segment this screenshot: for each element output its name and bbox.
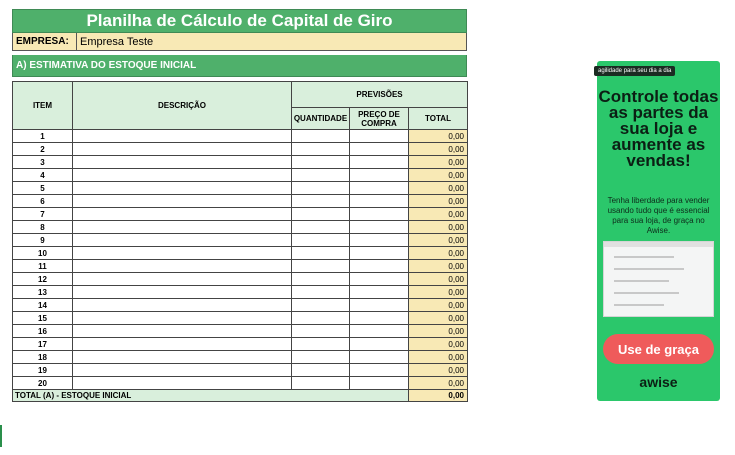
quantity-cell[interactable] — [292, 260, 350, 273]
header-previsoes: PREVISÕES — [292, 82, 468, 108]
description-cell[interactable] — [73, 156, 292, 169]
description-cell[interactable] — [73, 130, 292, 143]
total-cell: 0,00 — [409, 221, 468, 234]
table-row — [13, 247, 468, 260]
item-number-cell: 20 — [13, 377, 73, 390]
description-cell[interactable] — [73, 325, 292, 338]
table-row — [13, 208, 468, 221]
total-cell: 0,00 — [409, 156, 468, 169]
item-number-cell: 7 — [13, 208, 73, 221]
table-row — [13, 312, 468, 325]
quantity-cell[interactable] — [292, 221, 350, 234]
quantity-cell[interactable] — [292, 143, 350, 156]
price-cell[interactable] — [350, 286, 409, 299]
footer-total: 0,00 — [409, 390, 468, 402]
ad-tag: agilidade para seu dia a dia — [594, 66, 675, 76]
quantity-cell[interactable] — [292, 156, 350, 169]
table-row — [13, 195, 468, 208]
table-row — [13, 221, 468, 234]
quantity-cell[interactable] — [292, 325, 350, 338]
quantity-cell[interactable] — [292, 247, 350, 260]
description-cell[interactable] — [73, 273, 292, 286]
total-cell: 0,00 — [409, 286, 468, 299]
awise-logo: awise — [639, 374, 678, 390]
table-row — [13, 325, 468, 338]
item-number-cell: 16 — [13, 325, 73, 338]
price-cell[interactable] — [350, 143, 409, 156]
total-cell: 0,00 — [409, 169, 468, 182]
total-cell: 0,00 — [409, 260, 468, 273]
ad-screenshot-image — [603, 241, 714, 317]
item-number-cell: 19 — [13, 364, 73, 377]
section-title: A) ESTIMATIVA DO ESTOQUE INICIAL — [12, 55, 467, 77]
price-cell[interactable] — [350, 312, 409, 325]
quantity-cell[interactable] — [292, 338, 350, 351]
price-cell[interactable] — [350, 169, 409, 182]
header-descricao: DESCRIÇÃO — [73, 82, 292, 130]
price-cell[interactable] — [350, 325, 409, 338]
price-cell[interactable] — [350, 247, 409, 260]
header-item: ITEM — [13, 82, 73, 130]
quantity-cell[interactable] — [292, 299, 350, 312]
item-number-cell: 18 — [13, 351, 73, 364]
quantity-cell[interactable] — [292, 377, 350, 390]
item-number-cell: 6 — [13, 195, 73, 208]
price-cell[interactable] — [350, 364, 409, 377]
price-cell[interactable] — [350, 195, 409, 208]
description-cell[interactable] — [73, 286, 292, 299]
quantity-cell[interactable] — [292, 286, 350, 299]
item-number-cell: 15 — [13, 312, 73, 325]
description-cell[interactable] — [73, 351, 292, 364]
quantity-cell[interactable] — [292, 312, 350, 325]
description-cell[interactable] — [73, 377, 292, 390]
table-row — [13, 273, 468, 286]
description-cell[interactable] — [73, 169, 292, 182]
left-edge-bar — [0, 425, 2, 447]
total-cell: 0,00 — [409, 351, 468, 364]
description-cell[interactable] — [73, 247, 292, 260]
spreadsheet — [12, 9, 467, 402]
description-cell[interactable] — [73, 364, 292, 377]
company-value-cell[interactable]: Empresa Teste — [77, 33, 466, 50]
price-cell[interactable] — [350, 156, 409, 169]
table-row — [13, 234, 468, 247]
item-number-cell: 4 — [13, 169, 73, 182]
price-cell[interactable] — [350, 273, 409, 286]
description-cell[interactable] — [73, 338, 292, 351]
item-number-cell: 13 — [13, 286, 73, 299]
price-cell[interactable] — [350, 208, 409, 221]
table-row — [13, 338, 468, 351]
total-cell: 0,00 — [409, 143, 468, 156]
description-cell[interactable] — [73, 182, 292, 195]
item-number-cell: 12 — [13, 273, 73, 286]
company-label: EMPRESA: — [13, 33, 77, 50]
awise-ad[interactable] — [597, 61, 720, 401]
quantity-cell[interactable] — [292, 234, 350, 247]
table-row — [13, 260, 468, 273]
total-cell: 0,00 — [409, 325, 468, 338]
footer-label: TOTAL (A) - ESTOQUE INICIAL — [13, 390, 409, 402]
description-cell[interactable] — [73, 312, 292, 325]
table-row — [13, 182, 468, 195]
total-cell: 0,00 — [409, 208, 468, 221]
quantity-cell[interactable] — [292, 195, 350, 208]
total-cell: 0,00 — [409, 234, 468, 247]
table-row — [13, 299, 468, 312]
description-cell[interactable] — [73, 195, 292, 208]
total-cell: 0,00 — [409, 182, 468, 195]
header-preco: PREÇO DE COMPRA — [350, 108, 409, 130]
price-cell[interactable] — [350, 260, 409, 273]
item-number-cell: 10 — [13, 247, 73, 260]
quantity-cell[interactable] — [292, 273, 350, 286]
total-cell: 0,00 — [409, 312, 468, 325]
item-number-cell: 11 — [13, 260, 73, 273]
item-number-cell: 8 — [13, 221, 73, 234]
total-cell: 0,00 — [409, 130, 468, 143]
total-cell: 0,00 — [409, 273, 468, 286]
description-cell[interactable] — [73, 143, 292, 156]
total-cell: 0,00 — [409, 247, 468, 260]
price-cell[interactable] — [350, 377, 409, 390]
price-cell[interactable] — [350, 221, 409, 234]
total-cell: 0,00 — [409, 364, 468, 377]
item-number-cell: 9 — [13, 234, 73, 247]
table-row — [13, 143, 468, 156]
quantity-cell[interactable] — [292, 208, 350, 221]
item-number-cell: 5 — [13, 182, 73, 195]
total-cell: 0,00 — [409, 338, 468, 351]
price-cell[interactable] — [350, 130, 409, 143]
quantity-cell[interactable] — [292, 364, 350, 377]
sheet-title: Planilha de Cálculo de Capital de Giro — [12, 9, 467, 33]
total-cell: 0,00 — [409, 377, 468, 390]
header-quantidade: QUANTIDADE — [292, 108, 350, 130]
header-total: TOTAL — [409, 108, 468, 130]
total-cell: 0,00 — [409, 299, 468, 312]
quantity-cell[interactable] — [292, 169, 350, 182]
table-row — [13, 130, 468, 143]
table-row — [13, 351, 468, 364]
item-number-cell: 17 — [13, 338, 73, 351]
price-cell[interactable] — [350, 351, 409, 364]
description-cell[interactable] — [73, 234, 292, 247]
price-cell[interactable] — [350, 299, 409, 312]
price-cell[interactable] — [350, 182, 409, 195]
table-row — [13, 377, 468, 390]
description-cell[interactable] — [73, 221, 292, 234]
table-row — [13, 169, 468, 182]
item-number-cell: 1 — [13, 130, 73, 143]
total-cell: 0,00 — [409, 195, 468, 208]
ad-subtext: Tenha liberdade para vender usando tudo que é essencial para sua loja, de graça no Awise. — [607, 196, 710, 235]
price-cell[interactable] — [350, 338, 409, 351]
description-cell[interactable] — [73, 260, 292, 273]
quantity-cell[interactable] — [292, 182, 350, 195]
ad-headline: Controle todas as partes da sua loja e aumente as vendas! — [598, 87, 719, 170]
table-row — [13, 156, 468, 169]
company-row — [12, 33, 467, 51]
price-cell[interactable] — [350, 234, 409, 247]
use-free-button[interactable]: Use de graça — [603, 334, 714, 364]
item-number-cell: 2 — [13, 143, 73, 156]
item-number-cell: 3 — [13, 156, 73, 169]
description-cell[interactable] — [73, 299, 292, 312]
stock-table — [12, 81, 468, 402]
quantity-cell[interactable] — [292, 351, 350, 364]
table-row — [13, 364, 468, 377]
table-row — [13, 286, 468, 299]
item-number-cell: 14 — [13, 299, 73, 312]
description-cell[interactable] — [73, 208, 292, 221]
quantity-cell[interactable] — [292, 130, 350, 143]
